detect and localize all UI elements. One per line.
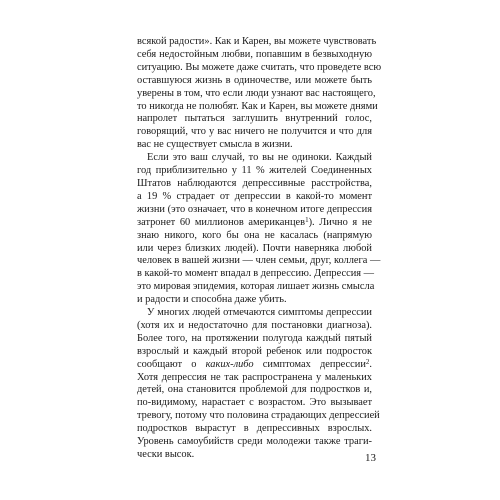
text-fragment: ). Лично я не xyxy=(308,216,372,228)
text-line: вас не существует смысла в жизни. xyxy=(137,139,293,151)
paragraph-2 xyxy=(137,152,381,307)
text-line: а 19 % страдает от депрессии в какой-то момент xyxy=(137,190,372,202)
text-line: Уровень самоубийств среди молодежи также траги- xyxy=(137,436,372,448)
footnote-marker-2: 2 xyxy=(365,357,370,366)
page-number: 13 xyxy=(365,452,376,464)
text-line-with-footnote xyxy=(137,359,372,372)
text-line: оставшуюся жизнь в одиночестве, или можете быть xyxy=(137,74,372,86)
text-fragment: сообщают о xyxy=(137,358,206,370)
text-line-with-footnote xyxy=(137,217,372,230)
text-line: в какой-то момент впадал в депрессию. Депрессия — xyxy=(137,268,375,280)
text-line: ситуацию. Вы можете даже считать, что проведете всю xyxy=(137,61,382,73)
text-line: год приблизительно у 11 % жителей Соединенных xyxy=(137,165,372,177)
text-line: Если это ваш случай, то вы не одиноки. Каждый xyxy=(147,152,372,164)
text-line: напролет пытаться заглушить внутренний голос, xyxy=(137,113,372,125)
text-line: детей, она становится проблемой для подростков и, xyxy=(137,384,372,396)
footnote-marker-1: 1 xyxy=(305,215,309,224)
text-line: то никогда не полюбят. Как и Карен, вы можете днями xyxy=(137,100,378,112)
text-line: или через близких людей). Почти наверняка любой xyxy=(137,242,372,254)
paragraph-1 xyxy=(137,36,382,152)
text-line: Штатов наблюдаются депрессивные расстройства, xyxy=(137,177,372,189)
text-line: (хотя их и недостаточно для постановки диагноза). xyxy=(137,319,372,331)
text-fragment: . xyxy=(369,358,372,370)
text-line: себя недостойным любви, попавшим в безвыходную xyxy=(137,48,372,60)
text-line: человек в вашей жизни — член семьи, друг, коллега — xyxy=(137,255,381,267)
text-line: Более того, на протяжении полугода каждый пятый xyxy=(137,332,372,344)
paragraph-3 xyxy=(137,307,380,462)
text-line: жизни (это означает, что в конечном итоге депрессия xyxy=(137,203,372,215)
text-line: подростков вырастут в депрессивных взрослых. xyxy=(137,423,372,435)
text-line: это мировая эпидемия, которая лишает жизнь смысла xyxy=(137,281,375,293)
text-line: уверены в том, что если люди узнают вас настоящего, xyxy=(137,87,376,99)
text-line: чески высок. xyxy=(137,449,195,460)
body-text xyxy=(137,36,382,462)
text-line: Хотя депрессия не так распространена у маленьких xyxy=(137,371,372,383)
text-line: говорящий, что у вас ничего не получится и что для xyxy=(137,126,372,138)
text-line: взрослый и каждый второй ребенок или подросток xyxy=(137,345,372,357)
text-line: У многих людей отмечаются симптомы депрессии xyxy=(147,307,372,319)
text-line: знаю никого, кого бы она не касалась (напрямую xyxy=(137,229,372,241)
text-line: тревогу, потому что половина страдающих депрессией xyxy=(137,410,380,422)
text-line: и радости и способна даже убить. xyxy=(137,294,287,306)
italic-emphasis: каких-либо xyxy=(205,358,254,370)
text-line: всякой радости». Как и Карен, вы можете чувствовать xyxy=(137,36,377,47)
text-fragment: симптомах депрессии xyxy=(253,358,366,370)
text-line: по-видимому, нарастает с возрастом. Это вызывает xyxy=(137,397,372,409)
text-fragment: затронет 60 миллионов американцев xyxy=(137,216,306,228)
